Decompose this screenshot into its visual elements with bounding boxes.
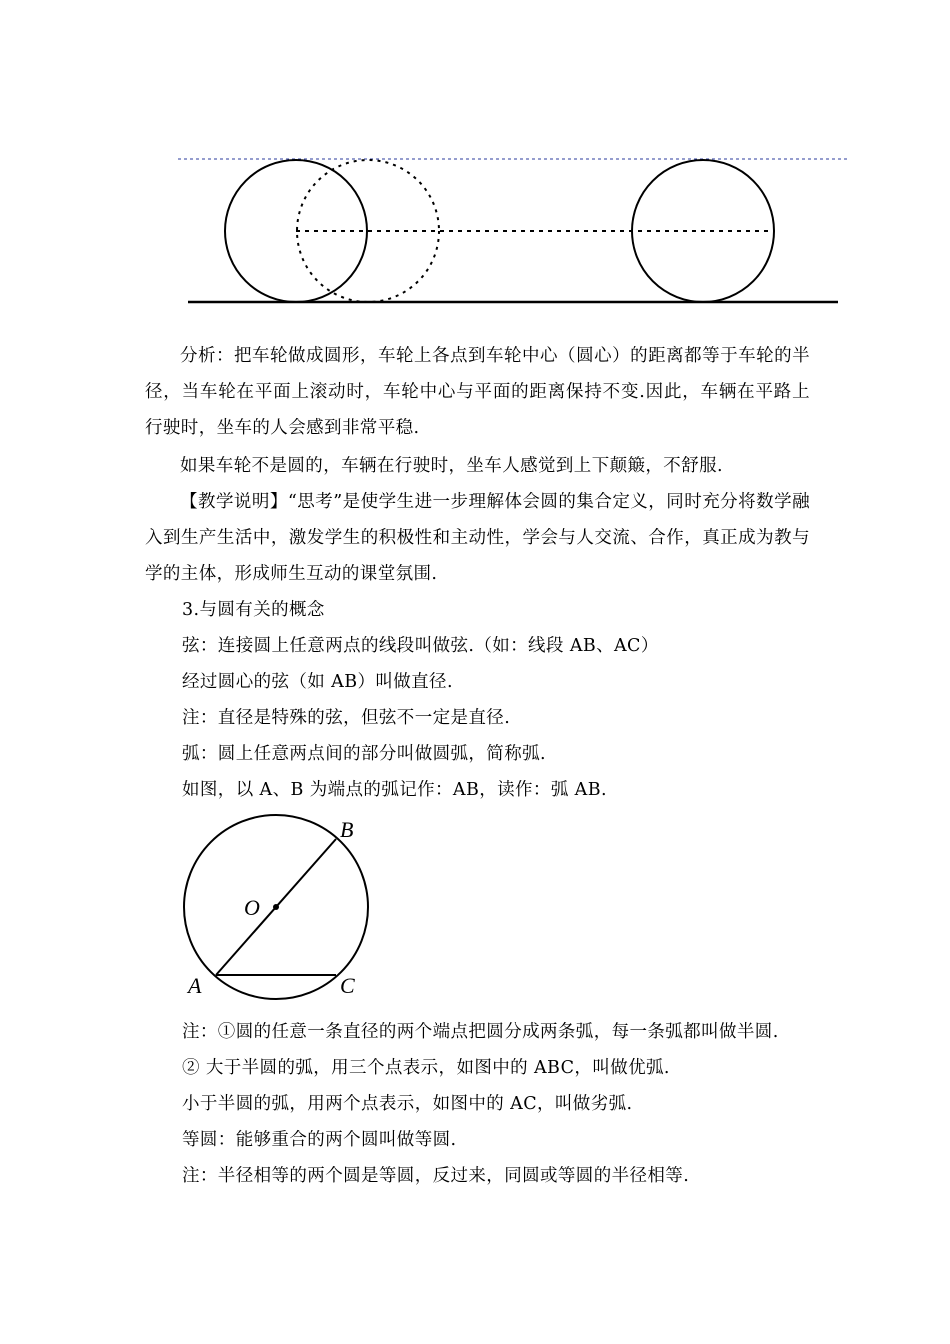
equal-circles-definition: 等圆：能够重合的两个圆叫做等圆. [182, 1130, 457, 1150]
diameter-definition: 经过圆心的弦（如 AB）叫做直径. [182, 672, 453, 692]
label-a: A [188, 973, 202, 998]
equal-circles-note: 注：半径相等的两个圆是等圆，反过来，同圆或等圆的半径相等. [182, 1166, 690, 1186]
minor-arc-line: 小于半圆的弧，用两个点表示，如图中的 AC，叫做劣弧. [182, 1094, 633, 1114]
section-title: 3.与圆有关的概念 [182, 600, 325, 620]
center-point [273, 904, 279, 910]
major-arc-line: ② 大于半圆的弧，用三个点表示，如图中的 ABC，叫做优弧. [182, 1058, 670, 1078]
label-o: O [244, 895, 260, 920]
circle-chord-figure [180, 810, 380, 1000]
analysis-paragraph: 分析：把车轮做成圆形，车轮上各点到车轮中心（圆心）的距离都等于车轮的半径，当车轮在平面上滚动时，车轮中心与平面的距离保持不变.因此，车辆在平路上行驶时，坐车的人会感到非常平稳. [145, 346, 810, 438]
diameter-note: 注：直径是特殊的弦，但弦不一定是直径. [182, 708, 511, 728]
label-b: B [340, 817, 354, 842]
label-c: C [340, 973, 355, 998]
arc-example: 如图，以 A、B 为端点的弧记作：AB，读作：弧 AB. [182, 780, 607, 800]
not-round-paragraph: 如果车轮不是圆的，车辆在行驶时，坐车人感觉到上下颠簸，不舒服. [180, 456, 723, 476]
teaching-note-paragraph: 【教学说明】“思考”是使学生进一步理解体会圆的集合定义，同时充分将数学融入到生产生活中，激发学生的积极性和主动性，学会与人交流、合作，真正成为教与学的主体，形成师生互动的课堂氛围. [145, 492, 810, 584]
chord-definition: 弦：连接圆上任意两点的线段叫做弦.（如：线段 AB、AC） [182, 636, 659, 656]
semicircle-note: 注：①圆的任意一条直径的两个端点把圆分成两条弧，每一条弧都叫做半圆. [182, 1022, 779, 1042]
rolling-wheel-figure [170, 150, 850, 310]
arc-definition: 弧：圆上任意两点间的部分叫做圆弧，简称弧. [182, 744, 546, 764]
